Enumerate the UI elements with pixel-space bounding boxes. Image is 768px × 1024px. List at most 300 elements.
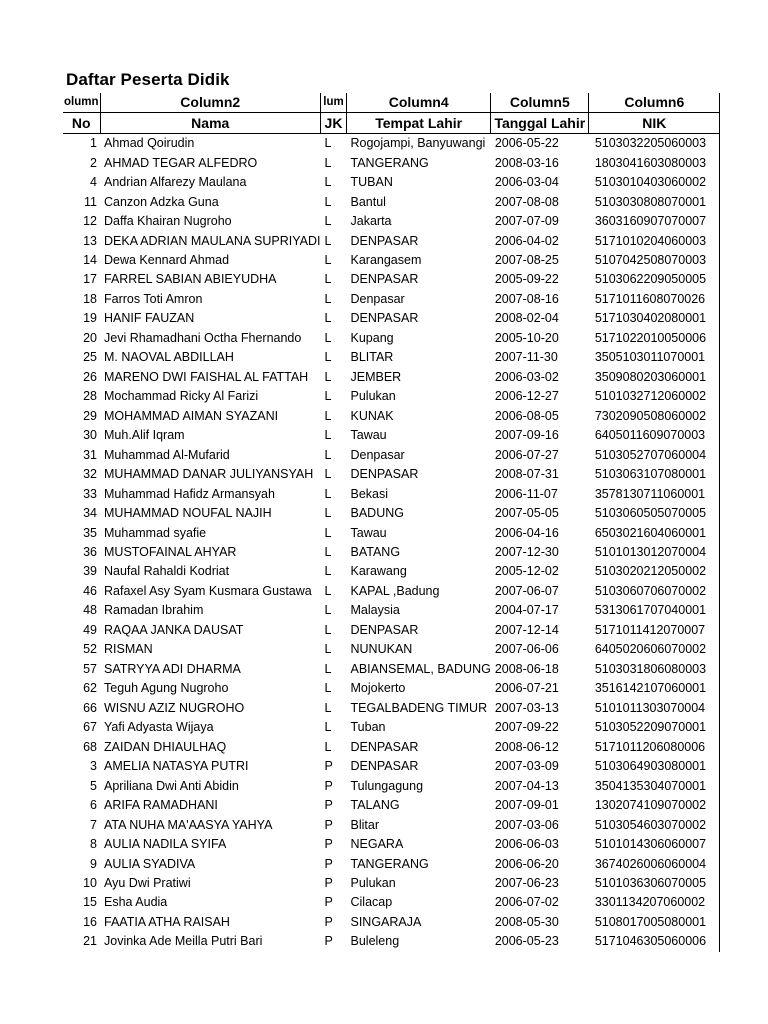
cell-nik[interactable]: 5101014306060007: [589, 835, 720, 854]
header-no: No: [63, 113, 100, 133]
table-row: [63, 484, 720, 503]
cell-no[interactable]: 31: [83, 447, 97, 462]
cell-nik[interactable]: 5101013012070004: [589, 543, 720, 562]
cell-tanggal-lahir[interactable]: 2005-10-20: [494, 330, 559, 345]
cell-tempat-lahir[interactable]: Rogojampi, Banyuwangi: [350, 136, 486, 151]
table-row: [63, 757, 720, 776]
cell-no[interactable]: 66: [83, 700, 97, 715]
cell-tempat-lahir[interactable]: Kupang: [350, 330, 394, 345]
cell-nama[interactable]: FAATIA ATHA RAISAH: [104, 914, 230, 929]
column-header-5[interactable]: Column5: [491, 93, 589, 113]
cell-nik[interactable]: 6405011609070003: [589, 426, 720, 445]
cell-tanggal-lahir[interactable]: 2007-09-16: [494, 428, 559, 443]
cell-jk[interactable]: L: [324, 681, 332, 696]
cell-nama[interactable]: Mochammad Ricky Al Farizi: [104, 389, 259, 404]
cell-no[interactable]: 6: [90, 798, 97, 813]
cell-tempat-lahir[interactable]: DENPASAR: [350, 622, 419, 637]
cell-nik[interactable]: 5103052209070001: [589, 718, 720, 737]
cell-no[interactable]: 20: [83, 330, 97, 345]
cell-jk[interactable]: L: [324, 622, 332, 637]
cell-nik[interactable]: 3603160907070007: [589, 212, 720, 231]
cell-nik[interactable]: 6405020606070002: [589, 640, 720, 659]
cell-tempat-lahir[interactable]: TUBAN: [350, 175, 393, 190]
cell-nik[interactable]: 5103010403060002: [589, 173, 720, 192]
cell-nik[interactable]: 3301134207060002: [589, 893, 720, 912]
cell-nik[interactable]: 3516142107060001: [589, 679, 720, 698]
table-row: [63, 504, 720, 523]
cell-jk[interactable]: L: [324, 155, 332, 170]
cell-nik[interactable]: 5171010204060003: [589, 231, 720, 250]
cell-tanggal-lahir[interactable]: 2007-06-23: [494, 875, 559, 890]
cell-tempat-lahir[interactable]: Tawau: [350, 428, 387, 443]
cell-nama[interactable]: Daffa Khairan Nugroho: [104, 214, 232, 229]
cell-tempat-lahir[interactable]: BADUNG: [350, 506, 404, 521]
cell-tempat-lahir[interactable]: BATANG: [350, 545, 401, 560]
cell-tanggal-lahir[interactable]: 2007-09-01: [494, 798, 559, 813]
cell-nik[interactable]: 5103031806080003: [589, 660, 720, 679]
cell-tanggal-lahir[interactable]: 2006-05-23: [494, 934, 559, 949]
cell-no[interactable]: 17: [83, 272, 97, 287]
cell-nik[interactable]: 5103064903080001: [589, 757, 720, 776]
cell-tanggal-lahir[interactable]: 2007-03-13: [494, 700, 559, 715]
cell-nik[interactable]: 5171046305060006: [589, 932, 720, 951]
cell-no[interactable]: 49: [83, 622, 97, 637]
cell-no[interactable]: 13: [83, 233, 97, 248]
cell-jk[interactable]: L: [324, 603, 332, 618]
cell-tempat-lahir[interactable]: Karawang: [350, 564, 407, 579]
cell-jk[interactable]: L: [324, 272, 332, 287]
column-header-4[interactable]: Column4: [347, 93, 491, 113]
table-row: [63, 231, 720, 250]
cell-jk[interactable]: P: [324, 875, 333, 890]
column-header-3[interactable]: lum: [321, 93, 347, 113]
cell-tempat-lahir[interactable]: TANGERANG: [350, 856, 429, 871]
cell-nama[interactable]: MUHAMMAD DANAR JULIYANSYAH: [104, 467, 314, 482]
cell-nama[interactable]: Ayu Dwi Pratiwi: [104, 875, 191, 890]
cell-tanggal-lahir[interactable]: 2008-03-16: [494, 155, 559, 170]
cell-tempat-lahir[interactable]: Cilacap: [350, 895, 393, 910]
table-row: [63, 445, 720, 464]
cell-nik[interactable]: 7302090508060002: [589, 407, 720, 426]
cell-nik[interactable]: 5103020212050002: [589, 562, 720, 581]
table-row: [63, 796, 720, 815]
cell-jk[interactable]: L: [324, 291, 332, 306]
cell-nama[interactable]: Ramadan Ibrahim: [104, 603, 204, 618]
table-row: [63, 815, 720, 834]
table-row: [63, 893, 720, 912]
column-header-6[interactable]: Column6: [589, 93, 720, 113]
cell-no[interactable]: 52: [83, 642, 97, 657]
table-row: [63, 660, 720, 679]
cell-nama[interactable]: MOHAMMAD AIMAN SYAZANI: [104, 408, 279, 423]
cell-jk[interactable]: L: [324, 233, 332, 248]
cell-tempat-lahir[interactable]: Pulukan: [350, 875, 396, 890]
cell-no[interactable]: 11: [84, 194, 97, 209]
cell-jk[interactable]: L: [324, 369, 332, 384]
cell-tempat-lahir[interactable]: TANGERANG: [350, 155, 429, 170]
cell-nik[interactable]: 5171022010050006: [589, 329, 720, 348]
cell-nama[interactable]: Muhammad syafie: [104, 525, 207, 540]
table-row: [63, 854, 720, 873]
cell-tanggal-lahir[interactable]: 2006-11-07: [494, 486, 558, 501]
cell-tempat-lahir[interactable]: DENPASAR: [350, 467, 419, 482]
cell-jk[interactable]: L: [324, 252, 332, 267]
cell-jk[interactable]: L: [324, 525, 332, 540]
cell-no[interactable]: 33: [83, 486, 97, 501]
cell-jk[interactable]: P: [324, 798, 333, 813]
cell-no[interactable]: 7: [90, 817, 97, 832]
cell-nik[interactable]: 5103060505070005: [589, 504, 720, 523]
cell-nik[interactable]: 6503021604060001: [589, 523, 720, 542]
cell-no[interactable]: 36: [83, 545, 97, 560]
cell-jk[interactable]: L: [324, 428, 332, 443]
table-row: [63, 679, 720, 698]
cell-no[interactable]: 8: [90, 837, 97, 852]
cell-jk[interactable]: L: [324, 389, 332, 404]
cell-nik[interactable]: 5101032712060002: [589, 387, 720, 406]
cell-nama[interactable]: M. NAOVAL ABDILLAH: [104, 350, 234, 365]
cell-tanggal-lahir[interactable]: 2007-04-13: [494, 778, 559, 793]
table-row: [63, 329, 720, 348]
cell-tanggal-lahir[interactable]: 2008-06-18: [494, 661, 559, 676]
header-tempat-lahir: Tempat Lahir: [347, 113, 491, 133]
cell-jk[interactable]: L: [324, 486, 332, 501]
cell-tempat-lahir[interactable]: Tulungagung: [350, 778, 424, 793]
cell-no[interactable]: 39: [83, 564, 97, 579]
cell-tanggal-lahir[interactable]: 2007-03-09: [494, 759, 559, 774]
cell-tanggal-lahir[interactable]: 2006-03-04: [494, 175, 559, 190]
cell-nama[interactable]: MARENO DWI FAISHAL AL FATTAH: [104, 369, 309, 384]
cell-tanggal-lahir[interactable]: 2007-12-30: [494, 545, 559, 560]
cell-no[interactable]: 29: [83, 408, 97, 423]
table-row: [63, 562, 720, 581]
cell-tempat-lahir[interactable]: BLITAR: [350, 350, 394, 365]
cell-jk[interactable]: P: [324, 817, 333, 832]
cell-tanggal-lahir[interactable]: 2008-07-31: [494, 467, 559, 482]
cell-nama[interactable]: Dewa Kennard Ahmad: [104, 252, 230, 267]
cell-nama[interactable]: MUHAMMAD NOUFAL NAJIH: [104, 506, 272, 521]
cell-jk[interactable]: L: [324, 136, 332, 151]
cell-tempat-lahir[interactable]: Karangasem: [350, 252, 422, 267]
cell-jk[interactable]: L: [324, 720, 332, 735]
table-row: [63, 387, 720, 406]
cell-jk[interactable]: L: [324, 506, 332, 521]
cell-no[interactable]: 46: [83, 583, 97, 598]
cell-nama[interactable]: MUSTOFAINAL AHYAR: [104, 545, 237, 560]
cell-no[interactable]: 2: [90, 155, 97, 170]
cell-jk[interactable]: L: [324, 583, 332, 598]
cell-nik[interactable]: 5171011608070026: [589, 290, 720, 309]
column-header-row: [63, 93, 720, 113]
cell-nama[interactable]: Ahmad Qoirudin: [104, 136, 195, 151]
cell-no[interactable]: 10: [83, 875, 97, 890]
cell-jk[interactable]: L: [324, 330, 332, 345]
cell-nik[interactable]: 5103054603070002: [589, 815, 720, 834]
cell-tempat-lahir[interactable]: Tuban: [350, 720, 386, 735]
cell-tanggal-lahir[interactable]: 2006-07-02: [494, 895, 559, 910]
table-row: [63, 309, 720, 328]
cell-tanggal-lahir[interactable]: 2008-05-30: [494, 914, 559, 929]
cell-nama[interactable]: ZAIDAN DHIAULHAQ: [104, 739, 227, 754]
table-row: [63, 270, 720, 289]
cell-no[interactable]: 16: [83, 914, 97, 929]
cell-tempat-lahir[interactable]: Jakarta: [350, 214, 392, 229]
cell-jk[interactable]: L: [324, 350, 332, 365]
cell-nama[interactable]: ATA NUHA MA'AASYA YAHYA: [104, 817, 273, 832]
cell-tanggal-lahir[interactable]: 2007-12-14: [494, 622, 559, 637]
cell-tanggal-lahir[interactable]: 2007-08-16: [494, 291, 559, 306]
cell-nik[interactable]: 3505103011070001: [589, 348, 720, 367]
cell-no[interactable]: 25: [83, 350, 97, 365]
cell-tempat-lahir[interactable]: Pulukan: [350, 389, 396, 404]
cell-tanggal-lahir[interactable]: 2006-04-02: [494, 233, 559, 248]
cell-nama[interactable]: AHMAD TEGAR ALFEDRO: [104, 155, 258, 170]
cell-no[interactable]: 15: [83, 895, 97, 910]
cell-no[interactable]: 1: [90, 136, 97, 151]
cell-nama[interactable]: Rafaxel Asy Syam Kusmara Gustawa: [104, 583, 312, 598]
cell-tanggal-lahir[interactable]: 2006-04-16: [494, 525, 559, 540]
cell-no[interactable]: 19: [83, 311, 97, 326]
cell-nik[interactable]: 5103063107080001: [589, 465, 720, 484]
cell-no[interactable]: 35: [83, 525, 97, 540]
cell-tempat-lahir[interactable]: Malaysia: [350, 603, 400, 618]
cell-nama[interactable]: Farros Toti Amron: [104, 291, 203, 306]
table-row: [63, 173, 720, 192]
cell-jk[interactable]: P: [324, 895, 333, 910]
cell-tanggal-lahir[interactable]: 2006-08-05: [494, 408, 559, 423]
cell-jk[interactable]: P: [324, 856, 333, 871]
cell-tanggal-lahir[interactable]: 2007-11-30: [494, 350, 558, 365]
table-row: [63, 192, 720, 211]
table-row: [63, 835, 720, 854]
cell-jk[interactable]: L: [324, 467, 332, 482]
cell-jk[interactable]: L: [324, 739, 332, 754]
cell-no[interactable]: 32: [83, 467, 97, 482]
cell-tanggal-lahir[interactable]: 2004-07-17: [494, 603, 559, 618]
cell-jk[interactable]: L: [324, 311, 332, 326]
cell-nama[interactable]: RISMAN: [104, 642, 153, 657]
cell-tempat-lahir[interactable]: Buleleng: [350, 934, 400, 949]
cell-nik[interactable]: 5103062209050005: [589, 270, 720, 289]
cell-nama[interactable]: Muhammad Hafidz Armansyah: [104, 486, 275, 501]
cell-tempat-lahir[interactable]: Tawau: [350, 525, 387, 540]
cell-nama[interactable]: Jovinka Ade Meilla Putri Bari: [104, 934, 263, 949]
cell-tanggal-lahir[interactable]: 2005-12-02: [494, 564, 559, 579]
cell-nik[interactable]: 5103060706070002: [589, 582, 720, 601]
cell-no[interactable]: 48: [83, 603, 97, 618]
cell-tempat-lahir[interactable]: ABIANSEMAL, BADUNG: [350, 661, 491, 676]
cell-nik[interactable]: 5171030402080001: [589, 309, 720, 328]
cell-nama[interactable]: ARIFA RAMADHANI: [104, 798, 218, 813]
table-row: [63, 212, 720, 231]
cell-nama[interactable]: HANIF FAUZAN: [104, 311, 195, 326]
cell-jk[interactable]: P: [324, 934, 333, 949]
cell-nik[interactable]: 5107042508070003: [589, 251, 720, 270]
cell-nik[interactable]: 3509080203060001: [589, 368, 720, 387]
table-row: [63, 426, 720, 445]
cell-jk[interactable]: P: [324, 837, 333, 852]
cell-tempat-lahir[interactable]: NEGARA: [350, 837, 404, 852]
cell-tempat-lahir[interactable]: NUNUKAN: [350, 642, 413, 657]
cell-jk[interactable]: L: [324, 564, 332, 579]
cell-no[interactable]: 30: [83, 428, 97, 443]
cell-no[interactable]: 21: [83, 934, 97, 949]
table-row: [63, 718, 720, 737]
cell-nik[interactable]: 5103030808070001: [589, 192, 720, 211]
cell-nik[interactable]: 5101036306070005: [589, 874, 720, 893]
cell-tanggal-lahir[interactable]: 2006-05-22: [494, 136, 559, 151]
cell-tanggal-lahir[interactable]: 2006-03-02: [494, 369, 559, 384]
cell-jk[interactable]: L: [324, 408, 332, 423]
cell-tempat-lahir[interactable]: Bekasi: [350, 486, 389, 501]
table-row: [63, 368, 720, 387]
cell-tanggal-lahir[interactable]: 2008-02-04: [494, 311, 559, 326]
cell-tempat-lahir[interactable]: DENPASAR: [350, 272, 419, 287]
cell-nama[interactable]: Esha Audia: [104, 895, 168, 910]
cell-nik[interactable]: 5313061707040001: [589, 601, 720, 620]
cell-nik[interactable]: 3504135304070001: [589, 776, 720, 795]
cell-tanggal-lahir[interactable]: 2007-08-25: [494, 252, 559, 267]
table-row: [63, 913, 720, 932]
cell-tempat-lahir[interactable]: SINGARAJA: [350, 914, 422, 929]
cell-tanggal-lahir[interactable]: 2007-03-06: [494, 817, 559, 832]
table-row: [63, 932, 720, 951]
cell-nama[interactable]: Andrian Alfarezy Maulana: [104, 175, 247, 190]
header-nama: Nama: [100, 113, 321, 133]
cell-nama[interactable]: Naufal Rahaldi Kodriat: [104, 564, 230, 579]
cell-no[interactable]: 5: [90, 778, 97, 793]
cell-tanggal-lahir[interactable]: 2007-05-05: [494, 506, 559, 521]
table-row: [63, 601, 720, 620]
cell-nama[interactable]: Muh.Alif Iqram: [104, 428, 185, 443]
cell-nama[interactable]: AULIA SYADIVA: [104, 856, 196, 871]
cell-tempat-lahir[interactable]: Bantul: [350, 194, 386, 209]
cell-nama[interactable]: Teguh Agung Nugroho: [104, 681, 229, 696]
cell-jk[interactable]: L: [324, 194, 332, 209]
cell-jk[interactable]: P: [324, 778, 333, 793]
cell-no[interactable]: 34: [83, 506, 97, 521]
table-row: [63, 133, 720, 153]
cell-jk[interactable]: L: [324, 545, 332, 560]
cell-tanggal-lahir[interactable]: 2007-06-06: [494, 642, 559, 657]
cell-no[interactable]: 12: [83, 214, 97, 229]
cell-no[interactable]: 67: [83, 720, 97, 735]
cell-no[interactable]: 14: [83, 252, 97, 267]
cell-tempat-lahir[interactable]: TEGALBADENG TIMUR: [350, 700, 488, 715]
cell-tempat-lahir[interactable]: TALANG: [350, 798, 400, 813]
cell-nama[interactable]: WISNU AZIZ NUGROHO: [104, 700, 245, 715]
cell-nama[interactable]: RAQAA JANKA DAUSAT: [104, 622, 244, 637]
cell-tanggal-lahir[interactable]: 2007-09-22: [494, 720, 559, 735]
cell-jk[interactable]: L: [324, 700, 332, 715]
cell-nik[interactable]: 3578130711060001: [589, 484, 720, 503]
cell-nama[interactable]: Muhammad Al-Mufarid: [104, 447, 230, 462]
page-title: Daftar Peserta Didik: [66, 70, 230, 89]
cell-tempat-lahir[interactable]: Denpasar: [350, 291, 405, 306]
cell-jk[interactable]: L: [324, 447, 332, 462]
table-row: [63, 251, 720, 270]
cell-nik[interactable]: 5101011303070004: [589, 699, 720, 718]
cell-tanggal-lahir[interactable]: 2007-07-09: [494, 214, 559, 229]
cell-tempat-lahir[interactable]: KUNAK: [350, 408, 394, 423]
table-row: [63, 582, 720, 601]
table-row: [63, 543, 720, 562]
cell-tempat-lahir[interactable]: DENPASAR: [350, 233, 419, 248]
cell-tanggal-lahir[interactable]: 2005-09-22: [494, 272, 559, 287]
header-tanggal-lahir: Tanggal Lahir: [491, 113, 589, 133]
cell-tanggal-lahir[interactable]: 2006-07-27: [494, 447, 559, 462]
cell-nama[interactable]: SATRYYA ADI DHARMA: [104, 661, 241, 676]
cell-no[interactable]: 57: [83, 661, 97, 676]
cell-nik[interactable]: 1302074109070002: [589, 796, 720, 815]
cell-nama[interactable]: AMELIA NATASYA PUTRI: [104, 759, 249, 774]
column-header-1[interactable]: olumn: [63, 93, 100, 113]
table-row: [63, 874, 720, 893]
cell-jk[interactable]: P: [324, 759, 333, 774]
cell-tempat-lahir[interactable]: Blitar: [350, 817, 379, 832]
cell-tanggal-lahir[interactable]: 2006-06-03: [494, 837, 559, 852]
cell-no[interactable]: 4: [90, 175, 97, 190]
cell-tanggal-lahir[interactable]: 2006-06-20: [494, 856, 559, 871]
cell-jk[interactable]: L: [324, 175, 332, 190]
cell-nik[interactable]: 5103032205060003: [589, 133, 720, 153]
cell-nama[interactable]: FARREL SABIAN ABIEYUDHA: [104, 272, 277, 287]
cell-no[interactable]: 18: [83, 291, 97, 306]
cell-no[interactable]: 26: [83, 369, 97, 384]
cell-tanggal-lahir[interactable]: 2007-08-08: [494, 194, 559, 209]
cell-jk[interactable]: P: [324, 914, 333, 929]
cell-nama[interactable]: Jevi Rhamadhani Octha Fhernando: [104, 330, 302, 345]
cell-tempat-lahir[interactable]: JEMBER: [350, 369, 402, 384]
cell-jk[interactable]: L: [324, 214, 332, 229]
table-row: [63, 776, 720, 795]
cell-tempat-lahir[interactable]: DENPASAR: [350, 759, 419, 774]
cell-tanggal-lahir[interactable]: 2006-12-27: [494, 389, 559, 404]
table-row: [63, 465, 720, 484]
cell-nama[interactable]: AULIA NADILA SYIFA: [104, 837, 227, 852]
cell-no[interactable]: 3: [90, 759, 97, 774]
cell-tempat-lahir[interactable]: DENPASAR: [350, 311, 419, 326]
cell-jk[interactable]: L: [324, 642, 332, 657]
cell-tempat-lahir[interactable]: KAPAL ,Badung: [350, 583, 440, 598]
cell-no[interactable]: 9: [90, 856, 97, 871]
cell-tanggal-lahir[interactable]: 2006-07-21: [494, 681, 559, 696]
cell-tanggal-lahir[interactable]: 2008-06-12: [494, 739, 559, 754]
cell-nama[interactable]: Apriliana Dwi Anti Abidin: [104, 778, 239, 793]
cell-no[interactable]: 62: [83, 681, 97, 696]
cell-nik[interactable]: 3674026006060004: [589, 854, 720, 873]
table-row: [63, 153, 720, 172]
cell-tempat-lahir[interactable]: Mojokerto: [350, 681, 406, 696]
field-header-row: [63, 113, 720, 133]
cell-nama[interactable]: Canzon Adzka Guna: [104, 194, 219, 209]
cell-tanggal-lahir[interactable]: 2007-06-07: [494, 583, 559, 598]
cell-no[interactable]: 28: [83, 389, 97, 404]
cell-tempat-lahir[interactable]: DENPASAR: [350, 739, 419, 754]
cell-nama[interactable]: Yafi Adyasta Wijaya: [104, 720, 214, 735]
cell-nik[interactable]: 1803041603080003: [589, 153, 720, 172]
cell-no[interactable]: 68: [83, 739, 97, 754]
cell-nik[interactable]: 5103052707060004: [589, 445, 720, 464]
student-table: [63, 93, 720, 952]
cell-nik[interactable]: 5171011206080006: [589, 737, 720, 756]
column-header-2[interactable]: Column2: [100, 93, 321, 113]
cell-nik[interactable]: 5171011412070007: [589, 621, 720, 640]
cell-nik[interactable]: 5108017005080001: [589, 913, 720, 932]
cell-jk[interactable]: L: [324, 661, 332, 676]
cell-nama[interactable]: DEKA ADRIAN MAULANA SUPRIYADI: [104, 233, 321, 248]
cell-tempat-lahir[interactable]: Denpasar: [350, 447, 405, 462]
